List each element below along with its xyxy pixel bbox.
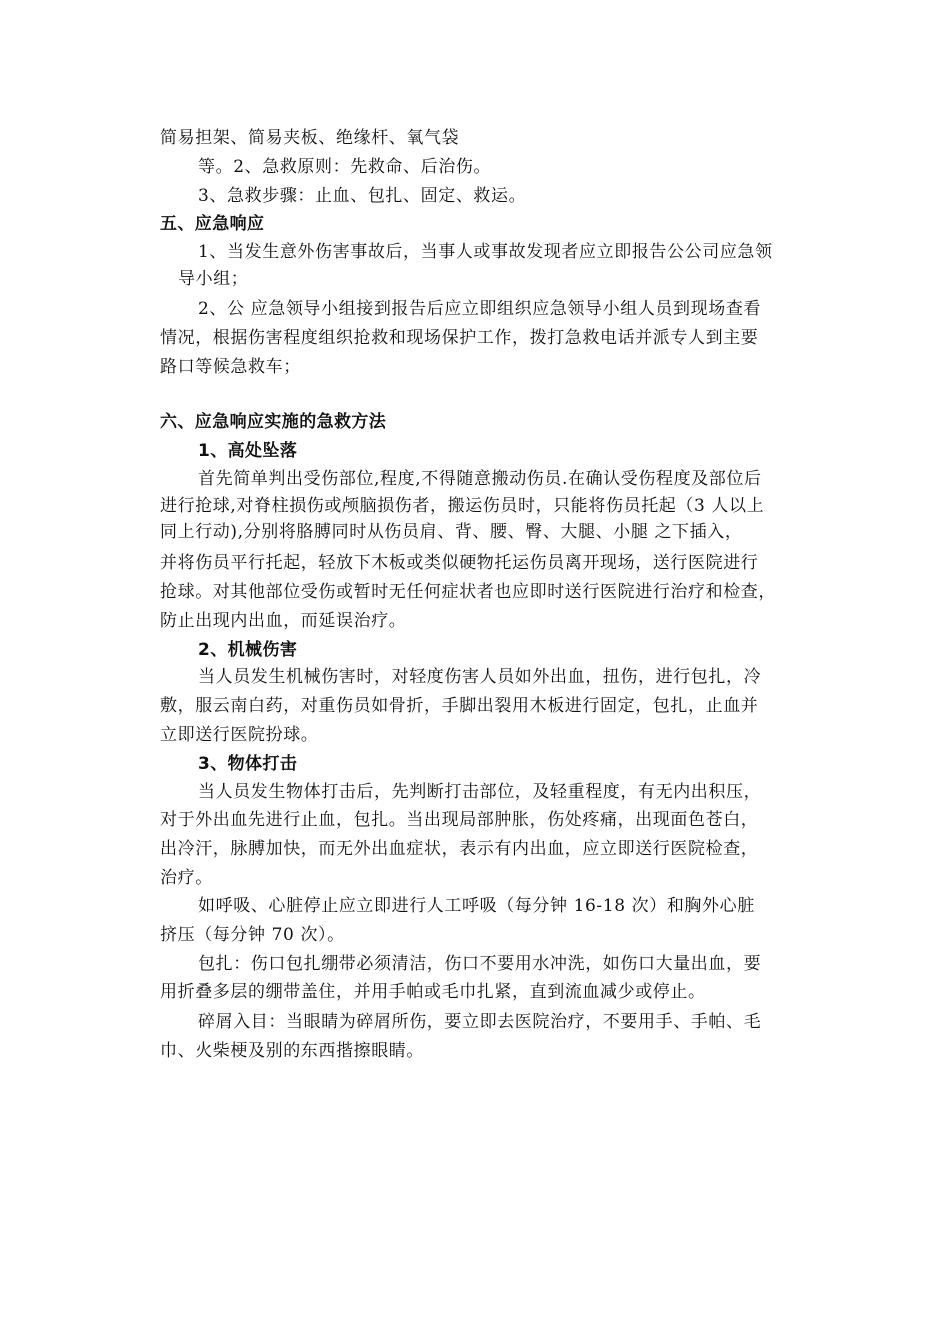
text-line: 用折叠多层的绷带盖住，并用手帕或毛巾扎紧，直到流血减少或停止。 [160, 982, 706, 1002]
text-line: 进行抢球,对脊柱损伤或颅脑损伤者，搬运伤员时，只能将伤员托起（3 人以上 [160, 496, 765, 516]
text-line: 1、当发生意外伤害事故后，当事人或事故发现者应立即报告公公司应急领 [198, 242, 773, 262]
text-line: 对于外出血先进行止血，包扎。当出现局部肿胀，伤处疼痛，出现面色苍白， [160, 810, 759, 830]
text-line: 3、急救步骤：止血、包扎、固定、救运。 [198, 186, 527, 206]
text-line: 简易担架、简易夹板、绝缘杆、氧气袋 [160, 128, 460, 148]
text-line: 抢球。对其他部位受伤或暂时无任何症状者也应即时送行医院进行治疗和检查， [160, 582, 776, 602]
subsection-heading: 2、机械伤害 [198, 640, 298, 660]
text-line: 路口等候急救车； [160, 357, 301, 377]
text-line: 当人员发生机械伤害时，对轻度伤害人员如外出血，扭伤，进行包扎，冷 [198, 667, 762, 687]
text-line: 并将伤员平行托起，轻放下木板或类似硬物托运伤员离开现场，送行医院进行 [160, 553, 759, 573]
text-line: 情况，根据伤害程度组织抢救和现场保护工作，拨打急救电话并派专人到主要 [160, 328, 759, 348]
section-heading: 六、应急响应实施的急救方法 [160, 412, 387, 432]
text-line: 包扎：伤口包扎绷带必须清洁，伤口不要用水冲洗，如伤口大量出血，要 [198, 954, 762, 974]
text-line: 敷，服云南白药，对重伤员如骨折，手脚出裂用木板进行固定，包扎，止血并 [160, 696, 759, 716]
text-line: 碎屑入目：当眼睛为碎屑所伤，要立即去医院治疗，不要用手、手帕、毛 [198, 1012, 762, 1032]
text-line: 挤压（每分钟 70 次）。 [160, 925, 345, 945]
text-line: 巾、火柴梗及别的东西揩擦眼睛。 [160, 1041, 424, 1061]
text-line: 等。2、急救原则：先救命、后治伤。 [198, 157, 492, 177]
text-line: 首先简单判出受伤部位,程度,不得随意搬动伤员.在确认受伤程度及部位后 [198, 469, 762, 489]
text-line: 治疗。 [160, 868, 213, 888]
text-line: 出冷汗，脉膊加快，而无外出血症状，表示有内出血，应立即送行医院检查， [160, 839, 759, 859]
text-line: 2、公 应急领导小组接到报告后应立即组织应急领导小组人员到现场查看 [198, 299, 762, 319]
subsection-heading: 1、高处坠落 [198, 441, 298, 461]
text-line: 防止出现内出血，而延误治疗。 [160, 611, 407, 631]
text-line: 当人员发生物体打击后，先判断打击部位，及轻重程度，有无内出积压， [198, 782, 762, 802]
text-line: 立即送行医院扮球。 [160, 725, 319, 745]
text-line: 导小组； [178, 269, 249, 289]
text-line: 同上行动),分别将胳膊同时从伤员肩、背、腰、臀、大腿、小腿 之下插入， [160, 522, 743, 542]
section-heading: 五、应急响应 [160, 214, 265, 234]
text-line: 如呼吸、心脏停止应立即进行人工呼吸（每分钟 16-18 次）和胸外心脏 [198, 896, 755, 916]
subsection-heading: 3、物体打击 [198, 754, 298, 774]
